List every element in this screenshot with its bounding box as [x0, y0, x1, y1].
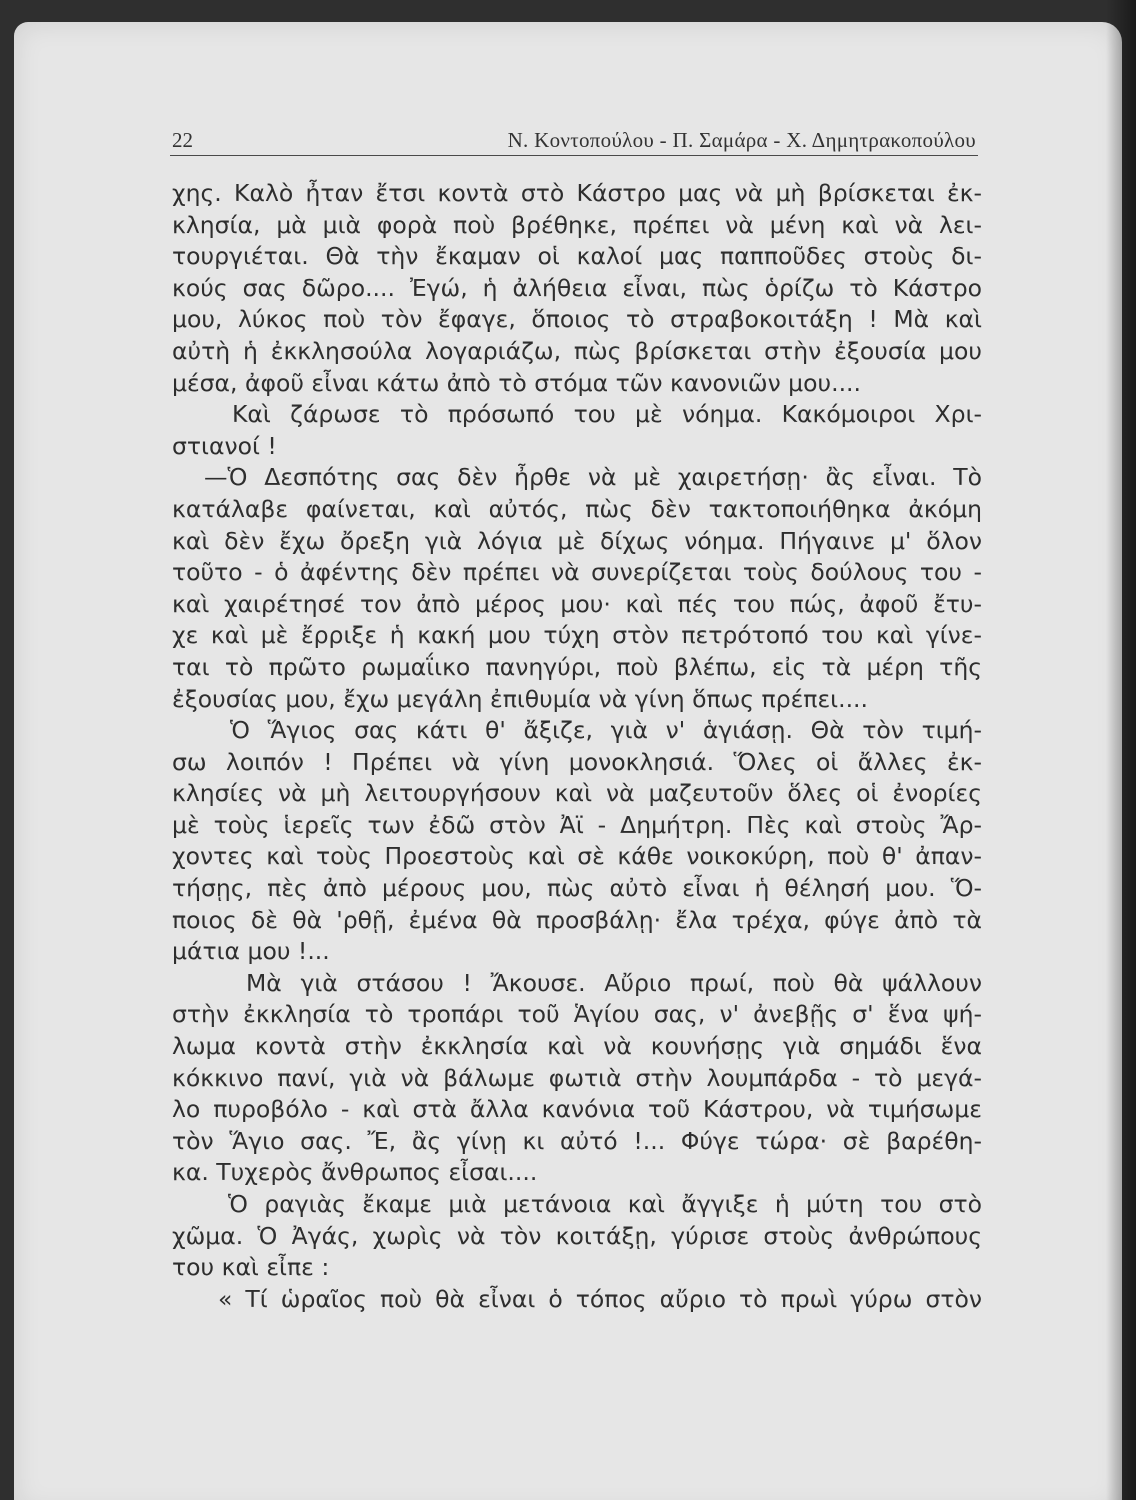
body-text — [172, 178, 982, 1315]
text-line: « Τί ὡραῖος ποὺ θὰ εἶναι ὁ τόπος αὔριο τὸ πρωὶ γύρω στὸν — [218, 1284, 982, 1313]
text-line: αὐτὴ ἡ ἐκκλησούλα λογαριάζω, πὼς βρίσκεται στὴν ἐξουσία μου — [172, 336, 982, 365]
text-line: μέσα, ἀφοῦ εἶναι κάτω ἀπὸ τὸ στόμα τῶν κανονιῶν μου.... — [172, 368, 861, 397]
text-line: χης. Καλὸ ἦταν ἔτσι κοντὰ στὸ Κάστρο μας νὰ μὴ βρίσκεται ἐκ- — [172, 179, 982, 207]
text-line: κόκκινο πανί, γιὰ νὰ βάλωμε φωτιὰ στὴν λουμπάρδα - τὸ μεγά- — [172, 1063, 982, 1092]
text-line: κα. Τυχερὸς ἄνθρωπος εἶσαι.... — [172, 1158, 538, 1187]
text-line: τουργιέται. Θὰ τὴν ἔκαμαν οἱ καλοί μας παπποῦδες στοὺς δι- — [172, 242, 982, 271]
text-line: του καὶ εἶπε : — [172, 1253, 330, 1282]
text-line: Μὰ γιὰ στάσου ! Ἄκουσε. Αὔριο πρωί, ποὺ θὰ ψάλλουν — [246, 968, 982, 997]
text-line: στιανοί ! — [172, 431, 277, 460]
text-line: καὶ δὲν ἔχω ὄρεξη γιὰ λόγια μὲ δίχως νόημα. Πήγαινε μ' ὅλον — [172, 526, 982, 555]
text-line: χοντες καὶ τοὺς Προεστοὺς καὶ σὲ κάθε νοικοκύρη, ποὺ θ' ἀπαν- — [172, 842, 982, 871]
text-line: κλησίες νὰ μὴ λειτουργήσουν καὶ νὰ μαζευτοῦν ὅλες οἱ ἐνορίες — [172, 779, 982, 808]
text-line: τὸν Ἅγιο σας. Ἔ, ἂς γίνῃ κι αὐτό !... Φύγε τώρα· σὲ βαρέθη- — [172, 1126, 982, 1155]
text-line: χῶμα. Ὁ Ἀγάς, χωρὶς νὰ τὸν κοιτάξῃ, γύρισε στοὺς ἀνθρώπους — [172, 1221, 982, 1250]
text-line: ται τὸ πρῶτο ρωμαΐικο πανηγύρι, ποὺ βλέπω, εἰς τὰ μέρη τῆς — [172, 652, 982, 681]
text-line: Ὁ Ἅγιος σας κάτι θ' ἄξιζε, γιὰ ν' ἁγιάσῃ. Θὰ τὸν τιμή- — [230, 716, 982, 745]
text-line: λωμα κοντὰ στὴν ἐκκλησία καὶ νὰ κουνήσῃς γιὰ σημάδι ἕνα — [172, 1032, 982, 1061]
text-line: τοῦτο - ὁ ἀφέντης δὲν πρέπει νὰ συνερίζεται τοὺς δούλους του - — [172, 558, 982, 587]
text-line: χε καὶ μὲ ἔρριξε ἡ κακή μου τύχη στὸν πετρότοπό του καὶ γίνε- — [172, 621, 982, 650]
text-line: κατάλαβε φαίνεται, καὶ αὐτός, πὼς δὲν τακτοποιήθηκα ἀκόμη — [172, 494, 982, 523]
text-line: καὶ χαιρέτησέ τον ἀπὸ μέρος μου· καὶ πές του πώς, ἀφοῦ ἔτυ- — [172, 589, 982, 618]
text-line: κούς σας δῶρο.... Ἐγώ, ἡ ἀλήθεια εἶναι, πὼς ὁρίζω τὸ Κάστρο — [172, 273, 982, 302]
text-line: λο πυροβόλο - καὶ στὰ ἄλλα κανόνια τοῦ Κάστρου, νὰ τιμήσωμε — [172, 1095, 982, 1124]
text-line: κλησία, μὰ μιὰ φορὰ ποὺ βρέθηκε, πρέπει νὰ μένη καὶ νὰ λει- — [172, 210, 982, 239]
text-line: ἐξουσίας μου, ἔχω μεγάλη ἐπιθυμία νὰ γίνη ὅπως πρέπει.... — [172, 684, 868, 713]
text-line: στὴν ἐκκλησία τὸ τροπάρι τοῦ Ἁγίου σας, ν' ἀνεβῇς σ' ἕνα ψή- — [172, 1000, 982, 1029]
text-line: ποιος δὲ θὰ 'ρθῇ, ἐμένα θὰ προσβάλῃ· ἔλα τρέχα, φύγε ἀπὸ τὰ — [172, 905, 982, 934]
text-line: μου, λύκος ποὺ τὸν ἔφαγε, ὅποιος τὸ στραβοκοιτάξη ! Μὰ καὶ — [172, 305, 982, 334]
page-number: 22 — [172, 128, 193, 152]
text-line: σω λοιπόν ! Πρέπει νὰ γίνη μονοκλησιά. Ὅλες οἱ ἄλλες ἐκ- — [172, 747, 982, 776]
text-line: μάτια μου !... — [172, 937, 330, 966]
text-line: Ὁ ραγιὰς ἔκαμε μιὰ μετάνοια καὶ ἄγγιξε ἡ μύτη του στὸ — [228, 1190, 982, 1218]
text-line: τήσῃς, πὲς ἀπὸ μέρους μου, πὼς αὐτὸ εἶναι ἡ θέλησή μου. Ὅ- — [172, 874, 982, 903]
text-line: Καὶ ζάρωσε τὸ πρόσωπό του μὲ νόημα. Κακόμοιροι Χρι- — [232, 400, 982, 429]
running-title: Ν. Κοντοπούλου - Π. Σαμάρα - Χ. Δημητρακοπούλου — [507, 128, 976, 152]
page-edge-shadow — [1106, 0, 1136, 1500]
text-line: —Ὁ Δεσπότης σας δὲν ἦρθε νὰ μὲ χαιρετήσῃ· ἂς εἶναι. Τὸ — [204, 463, 982, 492]
text-line: μὲ τοὺς ἱερεῖς των ἐδῶ στὸν Ἀϊ - Δημήτρη. Πὲς καὶ στοὺς Ἄρ- — [172, 810, 982, 839]
page-header — [170, 125, 978, 156]
